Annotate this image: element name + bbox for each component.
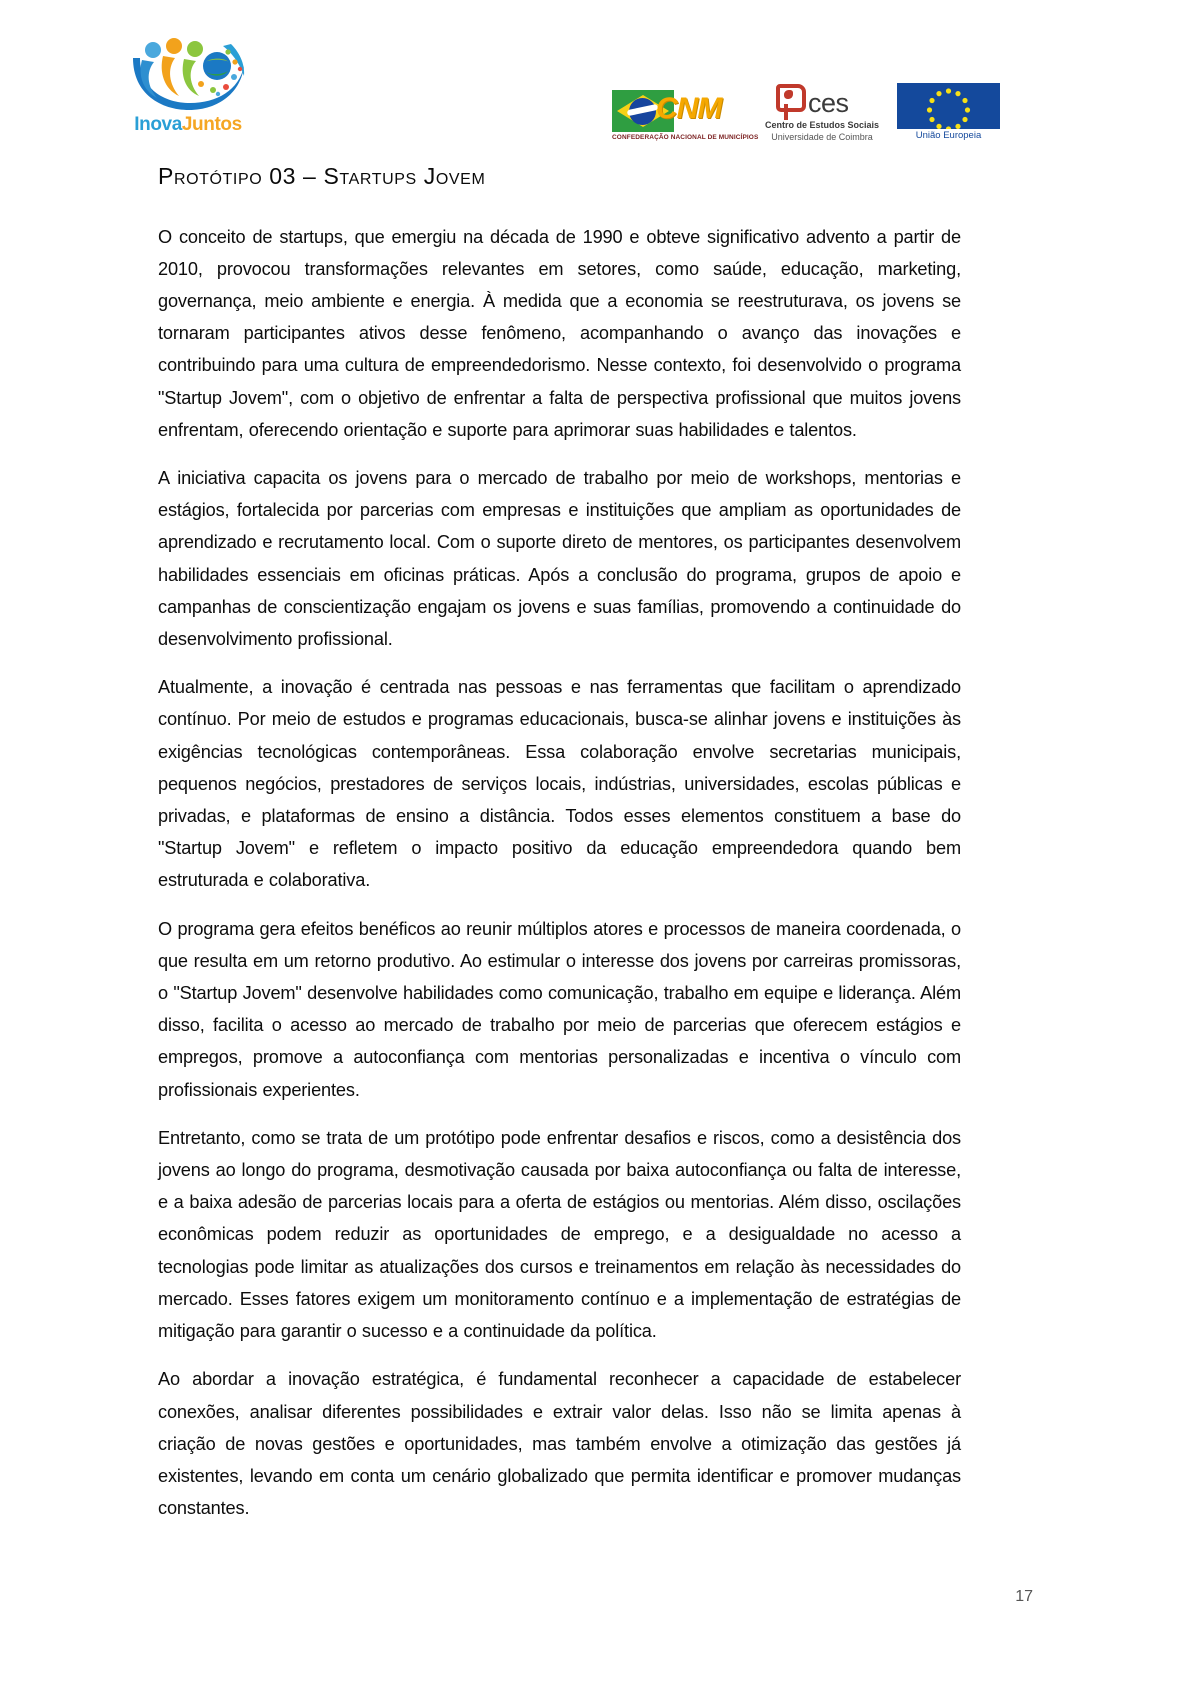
paragraph-6: Ao abordar a inovação estratégica, é fundamental reconhecer a capacidade de estabelecer conexões, analisar diferentes possibilidades e extrair valor delas. Isso não se limita apenas à criação de novas gestões e oportunidades, mas também envolve a otimização das gestões já existentes, levando em conta um cenário globalizado que permita identificar e promover mudanças constantes. — [158, 1369, 961, 1519]
paragraph-3: Atualmente, a inovação é centrada nas pessoas e nas ferramentas que facilitam o aprendizado contínuo. Por meio de estudos e programas educacionais, busca-se alinhar jovens e instituições às exigências tecnológicas contemporâneas. Essa colaboração envolve secretarias municipais, pequenos negócios, prestadores de serviços locais, indústrias, universidades, escolas públicas e privadas, e plataformas de ensino a distância. Todos esses elementos constituem a base do "Startup Jovem" e refletem o impacto positivo da educação empreendedora quando bem estruturada e colaborativa. — [158, 677, 961, 891]
page-number: 17 — [1015, 1588, 1033, 1605]
cnm-logo — [612, 90, 759, 146]
paragraph-4: O programa gera efeitos benéficos ao reunir múltiplos atores e processos de maneira coordenada, o que resulta em um retorno produtivo. Ao estimular o interesse dos jovens por carreiras promissoras, o "Startup Jovem" desenvolve habilidades como comunicação, trabalho em equipe e liderança. Além disso, facilita o acesso ao mercado de trabalho por meio de parcerias que oferecem estágios e empregos, promove a autoconfiança com mentorias personalizadas e incentiva o vínculo com profissionais experientes. — [158, 918, 961, 1100]
inovajuntos-wordmark-juntos: Juntos — [181, 114, 242, 135]
paragraph-5: Entretanto, como se trata de um protótipo pode enfrentar desafios e riscos, como a desistência dos jovens ao longo do programa, desmotivação causada por baixa autoconfiança ou falta de interesse, e a baixa adesão de parcerias locais para a oferta de estágios ou mentorias. Além disso, oscilações econômicas podem reduzir as oportunidades de emprego, e a desigualdade no acesso a tecnologias pode limitar as atualizações dos cursos e treinamentos em relação às necessidades do mercado. Esses fatores exigem um monitoramento contínuo e a implementação de estratégias de mitigação para garantir o sucesso e a continuidade da política. — [158, 1127, 961, 1342]
inovajuntos-mark-icon — [127, 32, 249, 112]
paragraph-1: O conceito de startups, que emergiu na década de 1990 e obteve significativo advento a partir de 2010, provocou transformações relevantes em setores, como saúde, educação, marketing, governança, meio ambiente e energia. À medida que a economia se reestruturava, os jovens se tornaram participantes ativos desse fenômeno, acompanhando o avanço das inovações e contribuindo para uma cultura de empreendedorismo. Nesse contexto, foi desenvolvido o programa "Startup Jovem", com o objetivo de enfrentar a falta de perspectiva profissional que muitos jovens enfrentam, oferecendo orientação e suporte para aprimorar suas habilidades e talentos. — [158, 226, 961, 440]
eu-caption: União Europeia — [915, 130, 982, 141]
page-title: Protótipo 03 – Startups Jovem — [158, 163, 486, 189]
ces-acronym: ces — [808, 88, 849, 118]
ces-name-line1: Centro de Estudos Sociais — [764, 120, 880, 130]
ces-name-line2: Universidade de Coimbra — [771, 132, 873, 142]
european-union-logo — [897, 83, 1007, 145]
document-body — [158, 163, 961, 1524]
page-header — [0, 28, 1191, 143]
inovajuntos-logo — [122, 32, 254, 144]
eu-flag-icon — [897, 83, 1000, 129]
cnm-subtitle: CONFEDERAÇÃO NACIONAL DE MUNICÍPIOS — [612, 134, 759, 141]
ces-stem — [784, 104, 788, 120]
inovajuntos-wordmark-inova: Inova — [134, 114, 182, 135]
ces-mark-icon — [776, 84, 806, 120]
paragraph-2: A iniciativa capacita os jovens para o mercado de trabalho por meio de workshops, mentorias e estágios, fortalecida por parcerias com empresas e instituições que ampliam as oportunidades de aprendizado e recrutamento local. Com o suporte direto de mentores, os participantes desenvolvem habilidades essenciais em oficinas práticas. Após a conclusão do programa, grupos de apoio e campanhas de conscientização engajam os jovens e suas famílias, promovendo a continuidade do desenvolvimento profissional. — [158, 468, 961, 650]
ces-dot — [784, 90, 793, 99]
inovajuntos-wordmark — [122, 114, 254, 136]
cnm-acronym: CNM — [656, 92, 722, 125]
ces-logo — [758, 84, 886, 146]
